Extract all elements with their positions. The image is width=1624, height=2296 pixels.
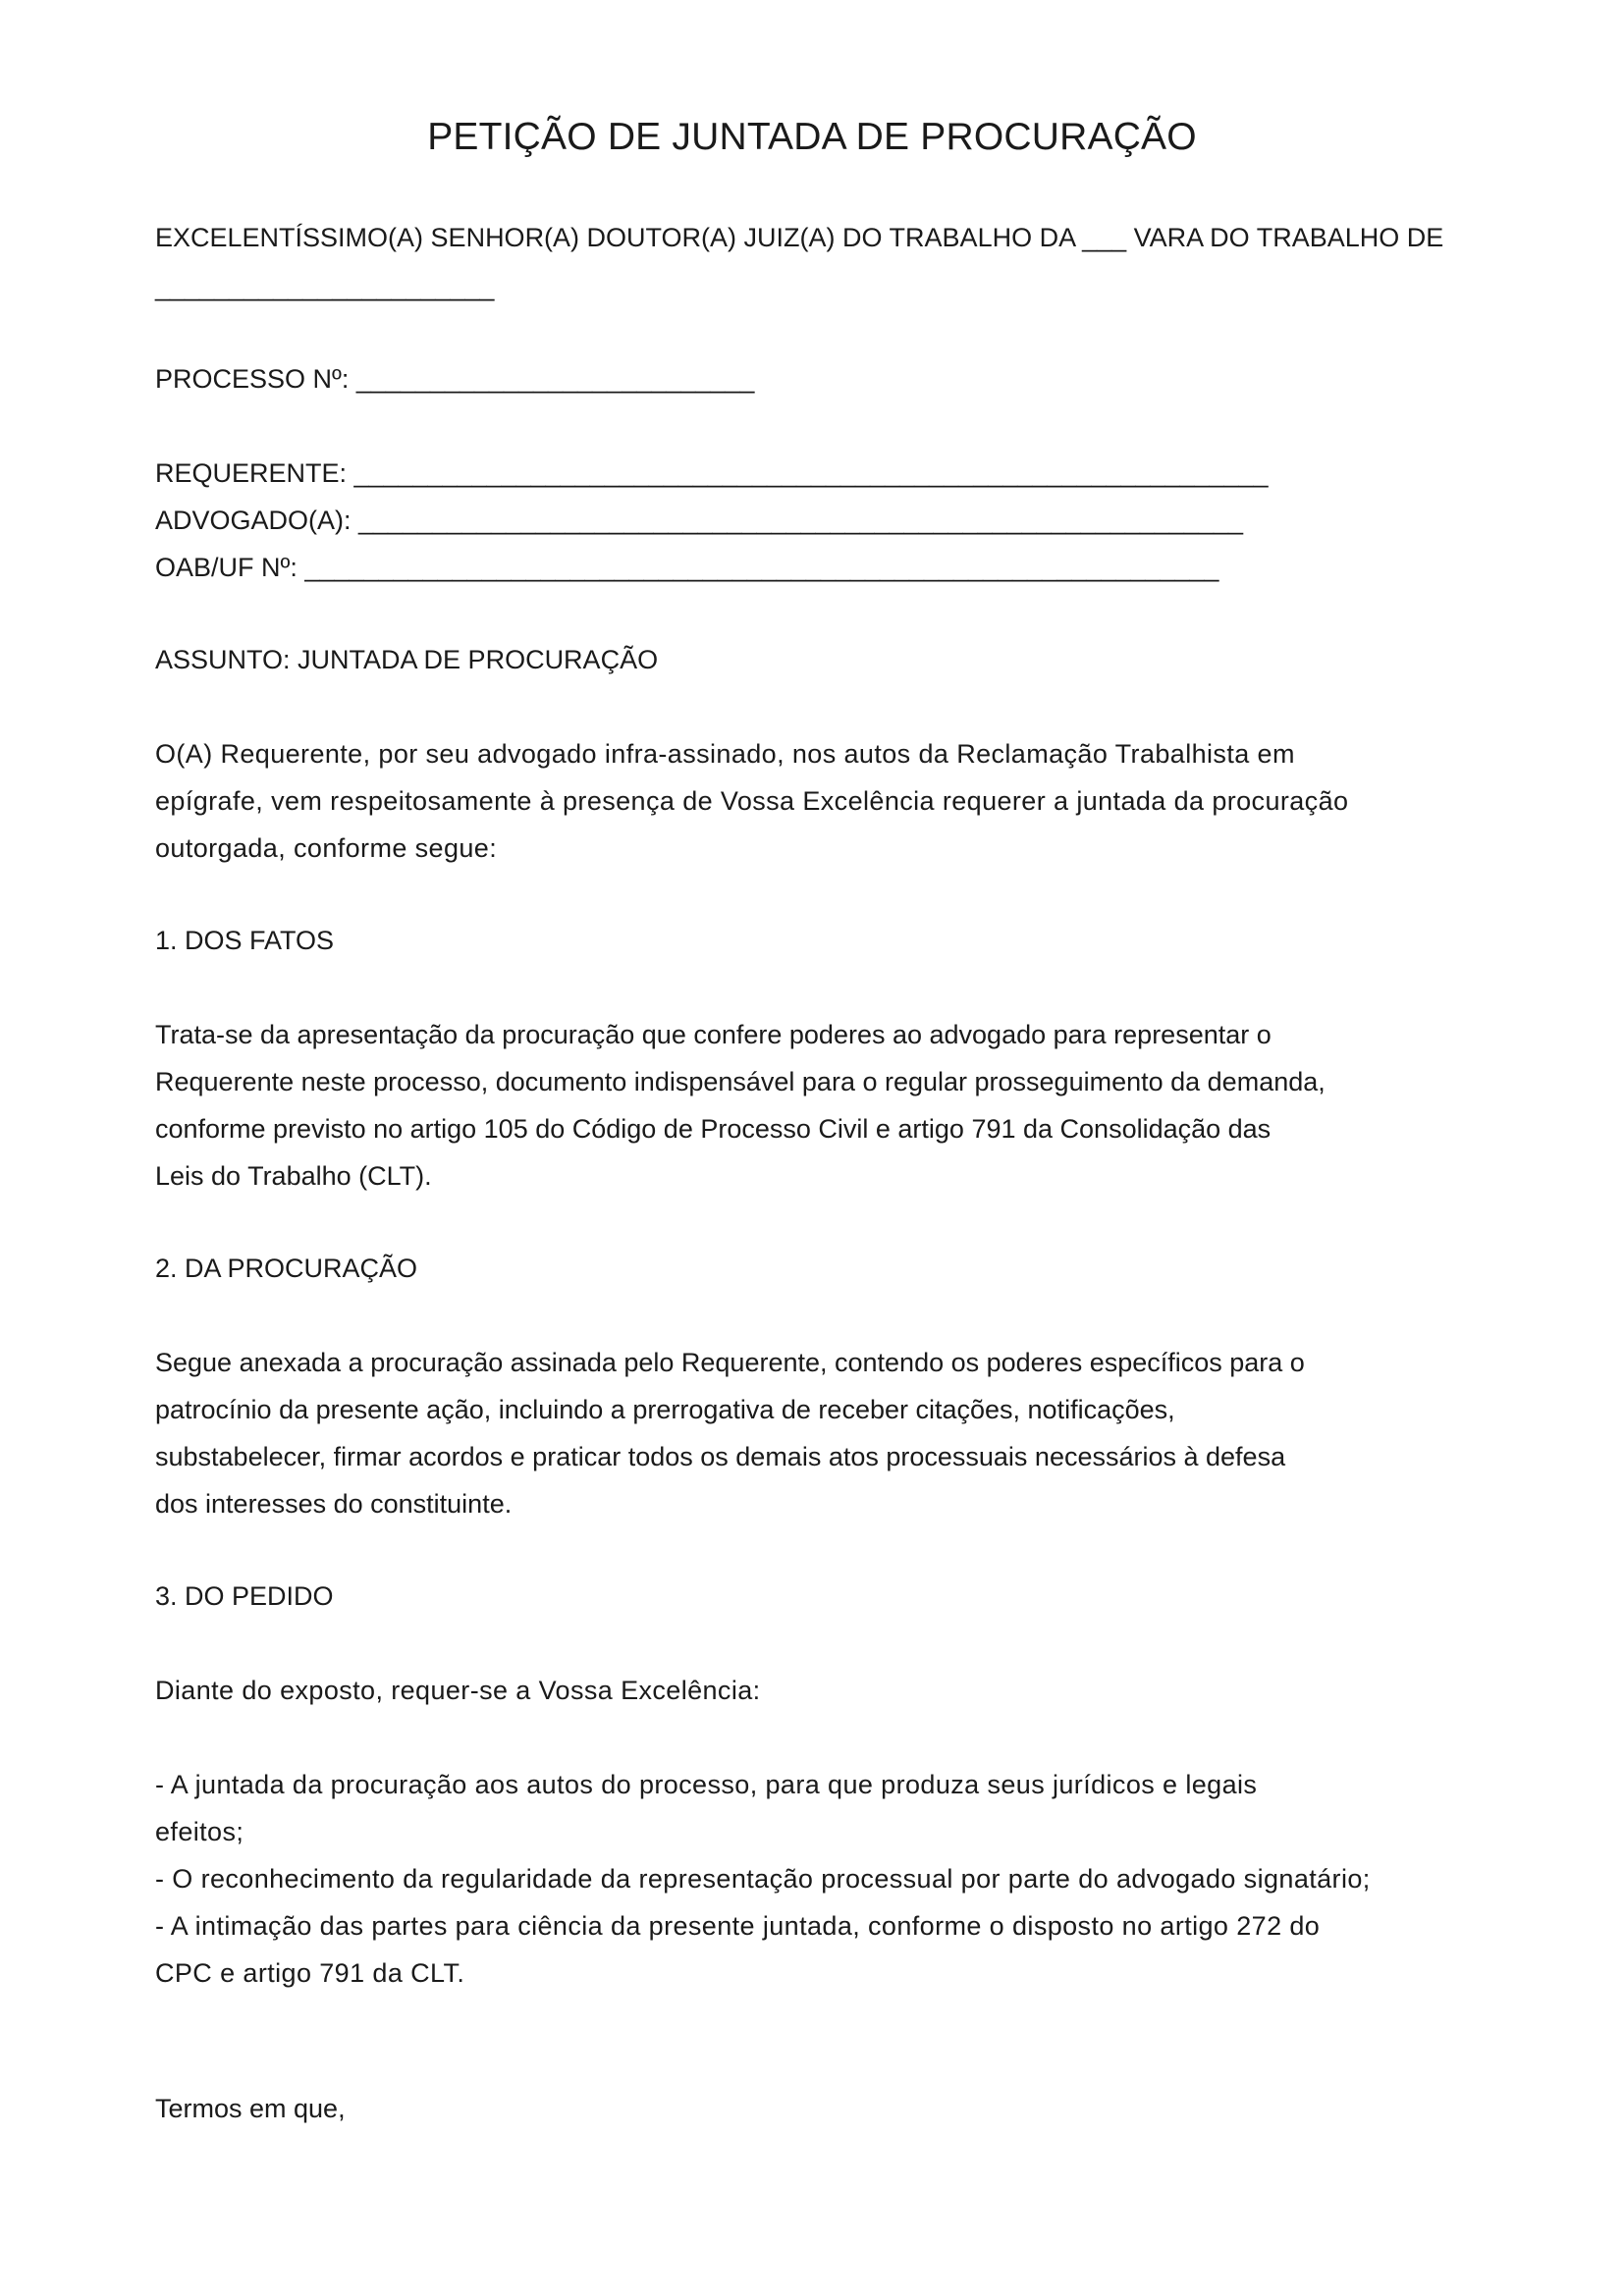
request-list <box>155 1761 1371 1997</box>
paragraph-line: Segue anexada a procuração assinada pelo Requerente, contendo os poderes específicos para o <box>155 1348 1305 1377</box>
paragraph-line: dos interesses do constituinte. <box>155 1489 513 1519</box>
fatos-paragraph <box>155 1011 1326 1200</box>
section-heading-procuracao: 2. DA PROCURAÇÃO <box>155 1254 418 1283</box>
paragraph-line: conforme previsto no artigo 105 do Código de Processo Civil e artigo 791 da Consolidação das <box>155 1114 1272 1144</box>
paragraph-line: Leis do Trabalho (CLT). <box>155 1161 432 1191</box>
list-item: - O reconhecimento da regularidade da representação processual por parte do advogado signatário; <box>155 1864 1371 1894</box>
paragraph-line: substabelecer, firmar acordos e praticar todos os demais atos processuais necessários à defesa <box>155 1442 1286 1471</box>
intro-paragraph <box>155 730 1348 872</box>
addressee-line: EXCELENTÍSSIMO(A) SENHOR(A) DOUTOR(A) JUIZ(A) DO TRABALHO DA ___ VARA DO TRABALHO DE <box>155 223 1444 252</box>
advogado-field: ADVOGADO(A): ____________________________________________________________ <box>155 506 1243 535</box>
paragraph-line: O(A) Requerente, por seu advogado infra-assinado, nos autos da Reclamação Trabalhista em <box>155 739 1295 769</box>
paragraph-line: Requerente neste processo, documento indispensável para o regular prosseguimento da demanda, <box>155 1067 1326 1096</box>
assunto-line: ASSUNTO: JUNTADA DE PROCURAÇÃO <box>155 645 659 674</box>
closing-line: Termos em que, <box>155 2094 346 2123</box>
request-intro: Diante do exposto, requer-se a Vossa Excelência: <box>155 1676 761 1705</box>
procuracao-paragraph <box>155 1339 1305 1527</box>
requerente-field: REQUERENTE: ______________________________________________________________ <box>155 458 1269 488</box>
list-item: CPC e artigo 791 da CLT. <box>155 1958 465 1988</box>
document-title: PETIÇÃO DE JUNTADA DE PROCURAÇÃO <box>427 116 1197 158</box>
paragraph-line: epígrafe, vem respeitosamente à presença de Vossa Excelência requerer a juntada da procuração <box>155 786 1349 816</box>
list-item: - A intimação das partes para ciência da presente juntada, conforme o disposto no artigo 272 do <box>155 1911 1321 1941</box>
section-heading-pedido: 3. DO PEDIDO <box>155 1581 334 1611</box>
oab-field: OAB/UF Nº: ______________________________________________________________ <box>155 553 1219 582</box>
paragraph-line: patrocínio da presente ação, incluindo a prerrogativa de receber citações, notificações, <box>155 1395 1175 1424</box>
addressee-blank-line: _______________________ <box>155 272 495 301</box>
paragraph-line: Trata-se da apresentação da procuração que confere poderes ao advogado para representar o <box>155 1020 1272 1049</box>
section-heading-fatos: 1. DOS FATOS <box>155 926 335 955</box>
paragraph-line: outorgada, conforme segue: <box>155 833 498 863</box>
list-item: efeitos; <box>155 1817 244 1846</box>
process-number-field: PROCESSO Nº: ___________________________ <box>155 364 755 394</box>
list-item: - A juntada da procuração aos autos do processo, para que produza seus jurídicos e legais <box>155 1770 1258 1799</box>
